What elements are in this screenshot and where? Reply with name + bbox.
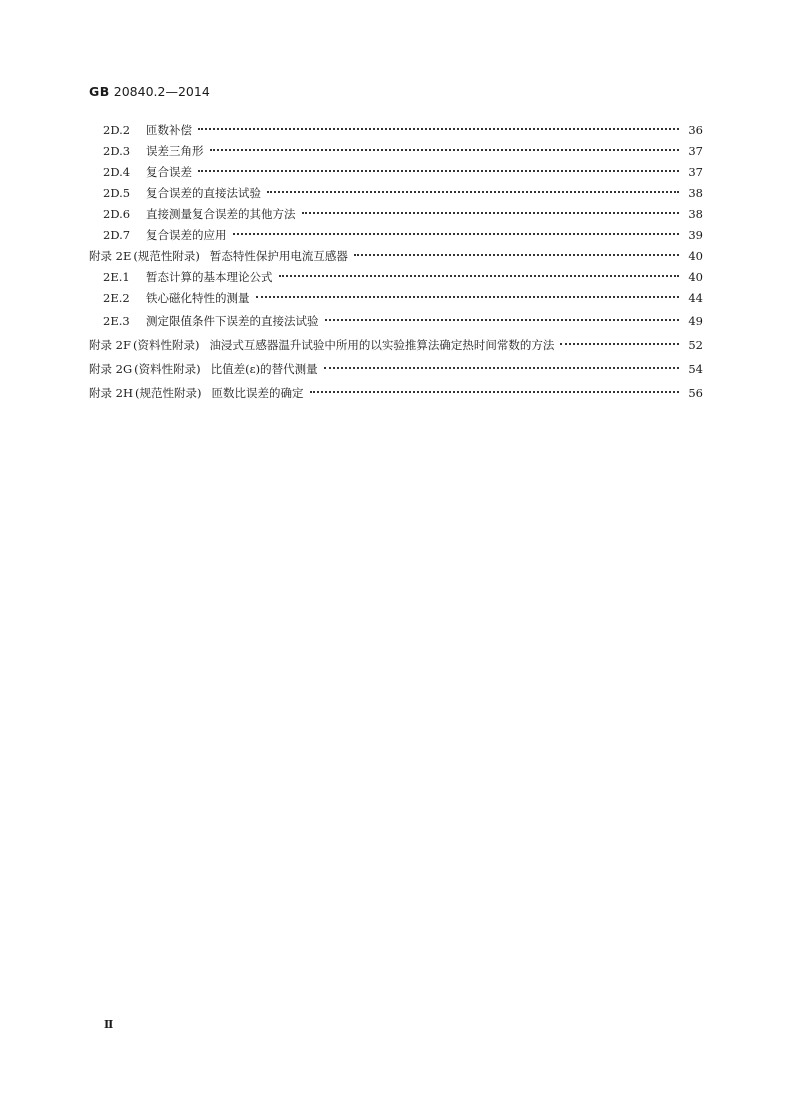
- dot-leader: [198, 128, 679, 130]
- toc-section-number: 2D.2: [103, 123, 131, 137]
- toc-entry-2d5[interactable]: [89, 183, 703, 204]
- toc-entry-2d3[interactable]: [89, 141, 703, 162]
- toc-entry-annex-2h[interactable]: [89, 381, 703, 405]
- dot-leader: [324, 367, 679, 369]
- toc-page-number: 36: [688, 123, 703, 137]
- toc-page-number: 40: [688, 249, 703, 263]
- toc-section-number: 2E.3: [103, 314, 130, 328]
- toc-page-number: 37: [688, 144, 703, 158]
- toc-page-number: 40: [688, 270, 703, 284]
- toc-entry-2d4[interactable]: [89, 162, 703, 183]
- dot-leader: [560, 343, 679, 345]
- toc-entry-annex-2g[interactable]: [89, 357, 703, 381]
- annex-number: 附录 2H: [89, 386, 134, 400]
- dot-leader: [302, 212, 680, 214]
- dot-leader: [279, 275, 680, 277]
- toc-section-number: 2D.7: [103, 228, 131, 242]
- toc-section-title: 暂态计算的基本理论公式: [146, 270, 273, 284]
- toc-section-number: 2E.1: [103, 270, 130, 284]
- toc-page-number: 52: [688, 338, 703, 352]
- toc-page-number: 38: [688, 186, 703, 200]
- toc-entry-2e2[interactable]: [89, 288, 703, 309]
- toc-section-title: 误差三角形: [146, 144, 204, 158]
- dot-leader: [354, 254, 679, 256]
- toc-section-number: 2E.2: [103, 291, 130, 305]
- toc-page-number: 54: [688, 362, 703, 376]
- toc-page-number: 37: [688, 165, 703, 179]
- toc-entry-2d6[interactable]: [89, 204, 703, 225]
- toc-page-number: 38: [688, 207, 703, 221]
- toc-page-number: 44: [688, 291, 703, 305]
- toc-section-number: 2D.4: [103, 165, 131, 179]
- toc-entry-2e3[interactable]: [89, 309, 703, 333]
- toc-section-title: 匝数补偿: [146, 123, 192, 137]
- toc-entry-2d2[interactable]: [89, 120, 703, 141]
- document-header: [89, 84, 210, 99]
- toc-section-title: 复合误差的直接法试验: [146, 186, 261, 200]
- toc-section-title: 直接测量复合误差的其他方法: [146, 207, 296, 221]
- toc-section-title: 复合误差: [146, 165, 192, 179]
- dot-leader: [233, 233, 680, 235]
- toc-entry-annex-2e[interactable]: [89, 246, 703, 267]
- annex-type: (规范性附录): [135, 386, 202, 400]
- toc-section-title: 测定限值条件下误差的直接法试验: [146, 314, 319, 328]
- dot-leader: [325, 319, 680, 321]
- toc-entry-2d7[interactable]: [89, 225, 703, 246]
- annex-title: 暂态特性保护用电流互感器: [209, 249, 348, 263]
- table-of-contents: [89, 120, 703, 405]
- toc-section-title: 铁心磁化特性的测量: [146, 291, 250, 305]
- annex-number: 附录 2G: [89, 362, 133, 376]
- toc-section-number: 2D.3: [103, 144, 131, 158]
- toc-entry-annex-2f[interactable]: [89, 333, 703, 357]
- annex-type: (资料性附录): [132, 338, 200, 352]
- annex-title: 匝数比误差的确定: [211, 386, 304, 400]
- annex-type: (规范性附录): [133, 249, 200, 263]
- toc-section-number: 2D.6: [103, 207, 131, 221]
- dot-leader: [198, 170, 679, 172]
- toc-page-number: 39: [688, 228, 703, 242]
- toc-page-number: 56: [688, 386, 703, 400]
- standard-prefix: GB: [89, 84, 110, 99]
- dot-leader: [267, 191, 679, 193]
- annex-number: 附录 2F: [89, 338, 131, 352]
- standard-number: 20840.2—2014: [113, 84, 210, 99]
- dot-leader: [310, 391, 680, 393]
- annex-title: 比值差(ε)的替代测量: [210, 362, 318, 376]
- annex-number: 附录 2E: [89, 249, 132, 263]
- dot-leader: [210, 149, 680, 151]
- toc-section-number: 2D.5: [103, 186, 131, 200]
- annex-type: (资料性附录): [134, 362, 201, 376]
- page-number-footer: Ⅱ: [104, 1018, 114, 1031]
- annex-title: 油浸式互感器温升试验中所用的以实验推算法确定热时间常数的方法: [209, 338, 555, 352]
- dot-leader: [256, 296, 680, 298]
- toc-section-title: 复合误差的应用: [146, 228, 227, 242]
- toc-entry-2e1[interactable]: [89, 267, 703, 288]
- toc-page-number: 49: [688, 314, 703, 328]
